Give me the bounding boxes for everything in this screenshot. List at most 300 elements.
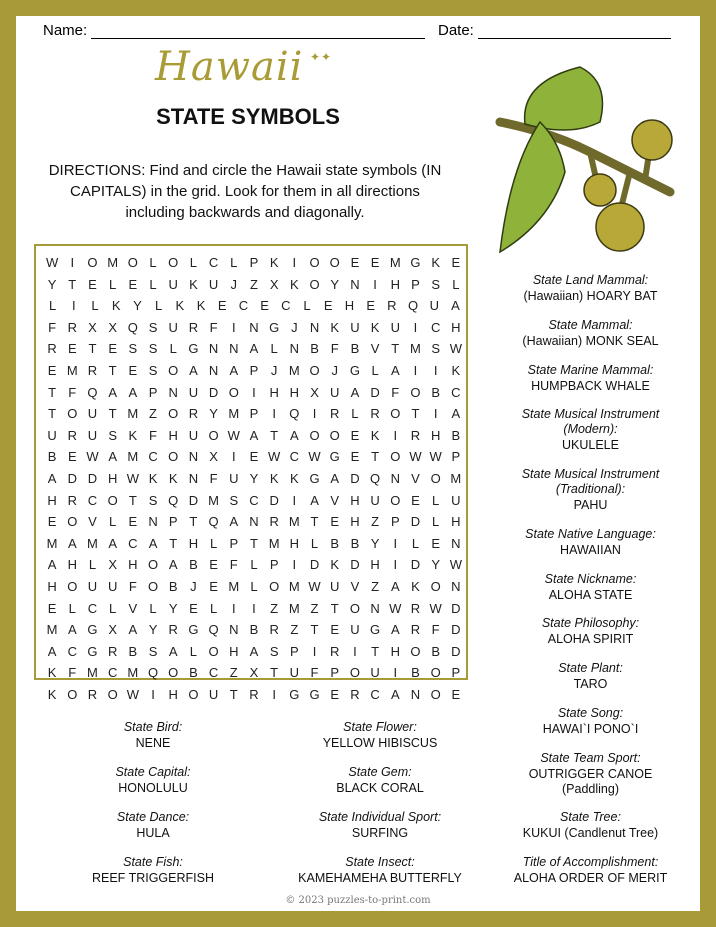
grid-letter[interactable]: J [190, 578, 197, 594]
grid-letter[interactable]: G [309, 470, 320, 486]
grid-letter[interactable]: O [127, 255, 138, 270]
grid-letter[interactable]: F [68, 665, 77, 681]
grid-letter[interactable]: D [410, 514, 421, 530]
grid-letter[interactable]: E [88, 276, 97, 292]
grid-letter[interactable]: X [108, 557, 117, 573]
grid-letter[interactable]: D [451, 622, 461, 638]
grid-letter[interactable]: I [231, 449, 236, 465]
grid-letter[interactable]: L [189, 255, 198, 270]
grid-letter[interactable]: O [430, 578, 441, 594]
grid-letter[interactable]: W [126, 686, 139, 702]
grid-letter[interactable]: K [189, 276, 198, 292]
grid-letter[interactable]: R [410, 427, 421, 443]
grid-letter[interactable]: L [155, 298, 163, 314]
grid-letter[interactable]: W [268, 449, 281, 465]
grid-letter[interactable]: L [149, 600, 157, 616]
grid-letter[interactable]: Q [87, 384, 98, 400]
grid-letter[interactable]: W [86, 449, 99, 465]
grid-letter[interactable]: S [148, 492, 158, 508]
grid-letter[interactable]: A [249, 341, 259, 357]
grid-letter[interactable]: Q [208, 514, 219, 530]
grid-letter[interactable]: N [229, 341, 239, 357]
grid-letter[interactable]: K [330, 319, 340, 335]
grid-letter[interactable]: O [168, 406, 179, 422]
grid-letter[interactable]: F [391, 384, 400, 400]
grid-letter[interactable]: P [148, 384, 158, 400]
grid-letter[interactable]: N [208, 362, 219, 378]
grid-letter[interactable]: F [48, 319, 57, 335]
grid-letter[interactable]: P [269, 557, 279, 573]
grid-letter[interactable]: M [208, 492, 220, 508]
grid-letter[interactable]: E [128, 514, 138, 530]
grid-letter[interactable]: O [228, 384, 239, 400]
grid-letter[interactable]: E [47, 362, 57, 378]
grid-letter[interactable]: P [290, 643, 299, 659]
grid-letter[interactable]: H [107, 470, 118, 486]
grid-letter[interactable]: E [47, 514, 57, 530]
grid-letter[interactable]: A [390, 578, 400, 594]
grid-letter[interactable]: M [288, 514, 300, 530]
grid-letter[interactable]: H [47, 578, 57, 594]
grid-letter[interactable]: M [288, 362, 300, 378]
grid-letter[interactable]: P [229, 535, 239, 551]
grid-letter[interactable]: O [309, 255, 320, 270]
grid-letter[interactable]: O [87, 255, 98, 270]
grid-letter[interactable]: F [310, 665, 319, 681]
grid-letter[interactable]: A [67, 622, 77, 638]
grid-letter[interactable]: C [238, 298, 249, 314]
grid-letter[interactable]: Z [371, 578, 380, 594]
grid-letter[interactable]: G [410, 255, 421, 270]
grid-letter[interactable]: Q [168, 492, 179, 508]
grid-letter[interactable]: N [249, 319, 259, 335]
grid-letter[interactable]: C [107, 665, 118, 681]
grid-letter[interactable]: X [249, 665, 259, 681]
grid-letter[interactable]: A [290, 427, 299, 443]
grid-letter[interactable]: S [148, 341, 158, 357]
grid-letter[interactable]: H [289, 384, 300, 400]
grid-letter[interactable]: I [393, 557, 398, 573]
grid-letter[interactable]: H [168, 686, 178, 702]
grid-letter[interactable]: H [451, 514, 461, 530]
grid-letter[interactable]: A [168, 557, 178, 573]
date-line[interactable] [478, 38, 671, 39]
grid-letter[interactable]: X [209, 449, 218, 465]
grid-letter[interactable]: X [108, 622, 117, 638]
grid-letter[interactable]: D [208, 384, 219, 400]
grid-letter[interactable]: A [189, 362, 198, 378]
grid-letter[interactable]: E [350, 449, 360, 465]
grid-letter[interactable]: A [108, 535, 117, 551]
grid-letter[interactable]: E [209, 557, 218, 573]
grid-letter[interactable]: O [349, 665, 360, 681]
grid-letter[interactable]: N [289, 341, 300, 357]
grid-letter[interactable]: B [310, 341, 319, 357]
grid-letter[interactable]: A [168, 643, 178, 659]
grid-letter[interactable]: K [196, 298, 206, 314]
grid-letter[interactable]: K [269, 255, 279, 270]
grid-letter[interactable]: Y [249, 470, 259, 486]
grid-letter[interactable]: O [67, 686, 78, 702]
grid-letter[interactable]: B [451, 427, 461, 443]
grid-letter[interactable]: Y [330, 276, 340, 292]
grid-letter[interactable]: Z [149, 406, 157, 422]
grid-letter[interactable]: U [87, 578, 98, 594]
grid-letter[interactable]: C [208, 255, 219, 270]
grid-letter[interactable]: M [46, 622, 58, 638]
grid-letter[interactable]: D [370, 384, 380, 400]
grid-letter[interactable]: R [87, 362, 98, 378]
grid-letter[interactable]: T [270, 427, 279, 443]
grid-letter[interactable]: A [390, 686, 400, 702]
grid-letter[interactable]: J [331, 362, 338, 378]
grid-letter[interactable]: Y [431, 557, 440, 573]
grid-letter[interactable]: Z [290, 622, 299, 638]
grid-letter[interactable]: M [46, 535, 58, 551]
grid-letter[interactable]: A [350, 384, 360, 400]
grid-letter[interactable]: M [288, 600, 300, 616]
grid-letter[interactable]: I [272, 406, 276, 422]
grid-letter[interactable]: R [387, 298, 397, 314]
grid-letter[interactable]: B [431, 384, 440, 400]
grid-letter[interactable]: K [269, 470, 279, 486]
grid-letter[interactable]: H [47, 492, 57, 508]
grid-letter[interactable]: O [269, 578, 280, 594]
grid-letter[interactable]: E [260, 298, 269, 314]
grid-letter[interactable]: B [168, 578, 178, 594]
grid-letter[interactable]: M [66, 362, 78, 378]
grid-letter[interactable]: L [351, 406, 359, 422]
grid-letter[interactable]: T [169, 535, 178, 551]
grid-letter[interactable]: P [330, 665, 340, 681]
grid-letter[interactable]: D [67, 470, 77, 486]
grid-letter[interactable]: N [451, 578, 461, 594]
grid-letter[interactable]: O [390, 449, 401, 465]
grid-letter[interactable]: P [451, 449, 461, 465]
grid-letter[interactable]: U [208, 276, 219, 292]
grid-letter[interactable]: P [451, 665, 461, 681]
grid-letter[interactable]: I [151, 686, 155, 702]
grid-letter[interactable]: R [249, 686, 259, 702]
grid-letter[interactable]: E [323, 298, 333, 314]
grid-letter[interactable]: L [169, 341, 177, 357]
grid-letter[interactable]: E [451, 255, 461, 270]
grid-letter[interactable]: U [188, 384, 199, 400]
grid-letter[interactable]: Z [249, 276, 258, 292]
grid-letter[interactable]: C [430, 319, 441, 335]
grid-letter[interactable]: A [390, 622, 400, 638]
grid-letter[interactable]: V [411, 470, 420, 486]
grid-letter[interactable]: E [249, 449, 259, 465]
grid-letter[interactable]: K [128, 427, 138, 443]
grid-letter[interactable]: Q [147, 665, 159, 681]
grid-letter[interactable]: W [449, 341, 462, 357]
grid-letter[interactable]: W [409, 449, 422, 465]
grid-letter[interactable]: V [370, 341, 380, 357]
grid-letter[interactable]: E [330, 514, 340, 530]
grid-letter[interactable]: P [168, 514, 178, 530]
grid-letter[interactable]: T [371, 449, 380, 465]
grid-letter[interactable]: A [249, 643, 259, 659]
grid-letter[interactable]: G [188, 341, 199, 357]
grid-letter[interactable]: T [108, 362, 117, 378]
grid-letter[interactable]: I [393, 535, 398, 551]
grid-letter[interactable]: L [149, 255, 157, 270]
grid-letter[interactable]: C [87, 600, 98, 616]
grid-letter[interactable]: A [128, 384, 138, 400]
grid-letter[interactable]: N [410, 686, 421, 702]
grid-letter[interactable]: C [289, 449, 300, 465]
grid-letter[interactable]: I [231, 319, 236, 335]
grid-letter[interactable]: O [188, 686, 199, 702]
grid-letter[interactable]: U [229, 470, 239, 486]
grid-letter[interactable]: D [350, 557, 360, 573]
grid-letter[interactable]: X [310, 384, 319, 400]
grid-letter[interactable]: W [126, 470, 139, 486]
grid-letter[interactable]: P [249, 406, 259, 422]
grid-letter[interactable]: L [432, 492, 440, 508]
grid-letter[interactable]: E [370, 255, 380, 270]
grid-letter[interactable]: B [189, 557, 198, 573]
grid-letter[interactable]: D [269, 492, 279, 508]
grid-letter[interactable]: V [88, 514, 97, 530]
grid-letter[interactable]: Y [209, 406, 218, 422]
grid-letter[interactable]: R [47, 341, 57, 357]
grid-letter[interactable]: A [67, 535, 77, 551]
grid-letter[interactable]: W [308, 449, 321, 465]
grid-letter[interactable]: O [309, 276, 320, 292]
grid-letter[interactable]: X [269, 276, 279, 292]
grid-letter[interactable]: F [149, 427, 157, 443]
grid-letter[interactable]: M [87, 535, 98, 551]
grid-letter[interactable]: T [330, 600, 339, 616]
grid-letter[interactable]: B [431, 643, 440, 659]
grid-letter[interactable]: I [312, 406, 317, 422]
grid-letter[interactable]: W [227, 427, 240, 443]
grid-letter[interactable]: D [451, 643, 461, 659]
grid-letter[interactable]: O [390, 406, 401, 422]
grid-letter[interactable]: J [230, 276, 238, 292]
grid-letter[interactable]: J [291, 319, 298, 335]
grid-letter[interactable]: D [309, 557, 320, 573]
grid-letter[interactable]: T [108, 406, 117, 422]
grid-letter[interactable]: L [88, 557, 97, 573]
grid-letter[interactable]: C [87, 492, 98, 508]
grid-letter[interactable]: R [330, 643, 340, 659]
grid-letter[interactable]: B [128, 643, 138, 659]
grid-letter[interactable]: H [370, 557, 380, 573]
grid-letter[interactable]: A [108, 449, 117, 465]
grid-letter[interactable]: U [289, 665, 300, 681]
grid-letter[interactable]: O [430, 665, 441, 681]
grid-letter[interactable]: D [87, 470, 98, 486]
grid-letter[interactable]: S [148, 362, 158, 378]
grid-letter[interactable]: T [88, 341, 97, 357]
grid-letter[interactable]: V [128, 600, 138, 616]
grid-letter[interactable]: M [127, 665, 139, 681]
grid-letter[interactable]: U [350, 622, 360, 638]
grid-letter[interactable]: G [309, 686, 320, 702]
grid-letter[interactable]: B [47, 449, 57, 465]
grid-letter[interactable]: A [148, 535, 158, 551]
grid-letter[interactable]: O [107, 492, 118, 508]
grid-letter[interactable]: E [330, 686, 340, 702]
grid-letter[interactable]: M [288, 578, 300, 594]
grid-letter[interactable]: O [349, 600, 360, 616]
grid-letter[interactable]: L [303, 298, 311, 314]
grid-letter[interactable]: K [47, 665, 57, 681]
grid-letter[interactable]: H [390, 643, 400, 659]
grid-letter[interactable]: H [67, 557, 77, 573]
grid-letter[interactable]: I [71, 298, 76, 314]
grid-letter[interactable]: T [391, 341, 400, 357]
grid-letter[interactable]: I [272, 686, 276, 702]
grid-letter[interactable]: H [451, 319, 461, 335]
grid-letter[interactable]: J [270, 362, 278, 378]
grid-letter[interactable]: I [292, 492, 297, 508]
grid-letter[interactable]: H [350, 492, 360, 508]
grid-letter[interactable]: R [269, 514, 279, 530]
grid-letter[interactable]: A [451, 406, 461, 422]
grid-letter[interactable]: K [330, 557, 340, 573]
grid-letter[interactable]: G [188, 622, 199, 638]
grid-letter[interactable]: H [289, 535, 300, 551]
grid-letter[interactable]: I [433, 362, 438, 378]
grid-letter[interactable]: B [350, 535, 360, 551]
grid-letter[interactable]: Z [270, 600, 279, 616]
grid-letter[interactable]: C [148, 449, 158, 465]
grid-letter[interactable]: I [393, 665, 398, 681]
grid-letter[interactable]: T [270, 665, 279, 681]
grid-letter[interactable]: U [87, 427, 98, 443]
grid-letter[interactable]: U [350, 319, 360, 335]
grid-letter[interactable]: O [147, 557, 159, 573]
grid-letter[interactable]: N [350, 276, 360, 292]
grid-letter[interactable]: I [70, 255, 75, 270]
grid-letter[interactable]: S [148, 643, 158, 659]
grid-letter[interactable]: G [87, 622, 98, 638]
grid-letter[interactable]: E [366, 298, 375, 314]
grid-letter[interactable]: K [290, 276, 299, 292]
grid-letter[interactable]: U [168, 276, 178, 292]
grid-letter[interactable]: K [370, 319, 380, 335]
grid-letter[interactable]: Q [407, 298, 419, 314]
grid-letter[interactable]: O [168, 255, 179, 270]
grid-letter[interactable]: G [269, 319, 280, 335]
grid-letter[interactable]: O [208, 643, 219, 659]
grid-letter[interactable]: F [330, 341, 339, 357]
grid-letter[interactable]: C [281, 298, 291, 314]
grid-letter[interactable]: L [250, 557, 258, 573]
grid-letter[interactable]: K [431, 255, 440, 270]
grid-letter[interactable]: W [429, 449, 442, 465]
grid-letter[interactable]: P [249, 362, 259, 378]
grid-letter[interactable]: M [228, 578, 240, 594]
grid-letter[interactable]: E [67, 449, 77, 465]
grid-letter[interactable]: K [175, 298, 185, 314]
grid-letter[interactable]: K [451, 362, 461, 378]
grid-letter[interactable]: I [252, 384, 256, 400]
grid-letter[interactable]: K [148, 470, 158, 486]
grid-letter[interactable]: Q [127, 319, 138, 335]
grid-letter[interactable]: H [128, 557, 138, 573]
grid-letter[interactable]: P [249, 255, 259, 270]
grid-letter[interactable]: V [330, 492, 340, 508]
grid-letter[interactable]: R [350, 686, 360, 702]
grid-letter[interactable]: O [390, 492, 401, 508]
grid-letter[interactable]: E [431, 535, 440, 551]
grid-letter[interactable]: H [430, 427, 441, 443]
grid-letter[interactable]: R [370, 406, 380, 422]
grid-letter[interactable]: B [189, 665, 198, 681]
grid-letter[interactable]: S [128, 341, 138, 357]
grid-letter[interactable]: Q [208, 622, 219, 638]
grid-letter[interactable]: U [47, 427, 57, 443]
grid-letter[interactable]: G [349, 362, 360, 378]
grid-letter[interactable]: L [411, 535, 420, 551]
grid-letter[interactable]: R [410, 622, 421, 638]
grid-letter[interactable]: N [249, 514, 259, 530]
grid-letter[interactable]: R [67, 319, 77, 335]
grid-letter[interactable]: X [108, 319, 117, 335]
grid-letter[interactable]: F [209, 319, 218, 335]
grid-letter[interactable]: D [451, 600, 461, 616]
grid-letter[interactable]: R [188, 406, 199, 422]
grid-letter[interactable]: N [451, 535, 461, 551]
grid-letter[interactable]: L [149, 276, 157, 292]
grid-letter[interactable]: U [107, 578, 118, 594]
grid-letter[interactable]: T [310, 622, 319, 638]
grid-letter[interactable]: M [450, 470, 462, 486]
grid-letter[interactable]: L [452, 276, 460, 292]
grid-letter[interactable]: M [127, 406, 139, 422]
grid-letter[interactable]: C [451, 384, 461, 400]
grid-letter[interactable]: U [370, 665, 380, 681]
grid-letter[interactable]: T [310, 514, 319, 530]
grid-letter[interactable]: X [88, 319, 97, 335]
grid-letter[interactable]: O [147, 578, 159, 594]
grid-letter[interactable]: M [87, 665, 98, 681]
grid-letter[interactable]: N [370, 600, 380, 616]
grid-letter[interactable]: L [109, 276, 117, 292]
grid-letter[interactable]: N [309, 319, 320, 335]
grid-letter[interactable]: I [292, 255, 297, 270]
grid-letter[interactable]: N [148, 514, 158, 530]
grid-letter[interactable]: S [229, 492, 239, 508]
grid-letter[interactable]: T [68, 276, 77, 292]
grid-letter[interactable]: G [87, 643, 98, 659]
grid-letter[interactable]: E [350, 255, 360, 270]
grid-letter[interactable]: M [389, 255, 401, 270]
grid-letter[interactable]: D [350, 470, 360, 486]
grid-letter[interactable]: A [47, 643, 57, 659]
grid-letter[interactable]: F [128, 578, 137, 594]
grid-letter[interactable]: L [109, 600, 117, 616]
grid-letter[interactable]: I [393, 427, 398, 443]
grid-letter[interactable]: E [451, 686, 461, 702]
grid-letter[interactable]: T [48, 384, 57, 400]
grid-letter[interactable]: E [128, 276, 138, 292]
grid-letter[interactable]: S [431, 276, 440, 292]
grid-letter[interactable]: I [231, 600, 236, 616]
grid-letter[interactable]: C [370, 686, 380, 702]
grid-letter[interactable]: A [108, 384, 117, 400]
grid-letter[interactable]: O [329, 427, 340, 443]
grid-letter[interactable]: L [189, 643, 198, 659]
grid-letter[interactable]: O [309, 362, 320, 378]
grid-letter[interactable]: O [168, 665, 179, 681]
grid-letter[interactable]: T [189, 514, 198, 530]
